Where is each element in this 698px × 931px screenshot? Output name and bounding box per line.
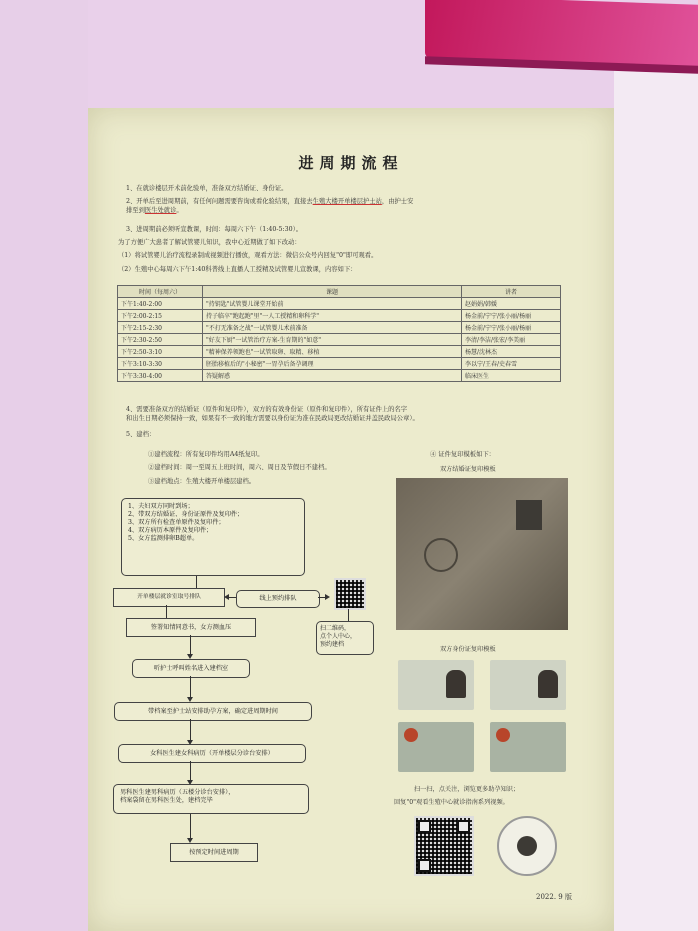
flow-arrow (166, 605, 167, 618)
flow-element (418, 859, 431, 872)
table-header: 讲者 (462, 286, 561, 298)
table-cell: "不打无准备之战"一试管婴儿术前准备 (203, 322, 462, 334)
id-card-back-2 (490, 722, 566, 772)
checklist-item: 2、带双方结婚证、身份证原件及复印件； (128, 511, 244, 518)
lecture-schedule-table (117, 285, 561, 382)
step-3-item-2: （2）生殖中心每周六下午1:40科普线上直播人工授精及试管婴儿宣教课，内容如下： (118, 266, 357, 273)
cert-template-title: 双方结婚证复印模板 (440, 466, 496, 473)
consent-box: 签署知情同意书，女方测血压 (126, 618, 256, 637)
flow-arrow (190, 635, 191, 656)
table-header-row (118, 286, 561, 298)
table-cell: 杨金前/宁宁/张小丽/杨丽 (462, 310, 561, 322)
table-cell: 下午3:30-4:00 (118, 370, 203, 382)
document-paper (88, 108, 614, 931)
id-template-title: 双方身份证复印模板 (440, 646, 496, 653)
id-card-front-1 (398, 660, 474, 710)
mini-program-code (497, 816, 557, 876)
table-cell: 下午2:30-2:50 (118, 334, 203, 346)
table-cell: 答疑解惑 (203, 370, 462, 382)
table-header: 时间（每周六） (118, 286, 203, 298)
table-cell: 临床医生 (462, 370, 561, 382)
table-row (118, 334, 561, 346)
document-title: 进周期流程 (298, 154, 404, 172)
wechat-qr-code (414, 816, 474, 876)
id-card-back-1 (398, 722, 474, 772)
preparation-checklist (121, 498, 305, 576)
emblem-icon (496, 728, 510, 742)
table-cell: 下午2:15-2:30 (118, 322, 203, 334)
step-5: 5、建档： (126, 431, 156, 438)
female-record-box: 女科医生建女科病历（开单楼层分诊台安排） (118, 744, 306, 763)
table-cell: 持子临卒"跑起跑"里"一人工授精和卵科学" (203, 310, 462, 322)
final-step-box: 按预定时间进周期 (170, 843, 258, 862)
table-cell: 赵娟娟/韩媛 (462, 298, 561, 310)
flow-element: 男科医生建男科病历（五楼分诊台安排）， (120, 789, 235, 796)
nurse-station-box: 带档案至护士站安排助孕方案，确定进周期时间 (114, 702, 312, 721)
table-cell: 李清/李洁/张宏/李美丽 (462, 334, 561, 346)
pink-folder (425, 0, 698, 68)
marriage-certificate-image (396, 478, 568, 630)
checklist-item: 3、双方所有检查单原件及复印件； (128, 519, 225, 526)
flow-element: 预约建档 (320, 641, 345, 648)
certificate-seal-icon (424, 538, 458, 572)
flow-arrow (348, 609, 349, 621)
certificate-photo (516, 500, 542, 530)
table-row (118, 346, 561, 358)
flow-arrow (196, 576, 197, 588)
step-3-intro: 为了方便广大患者了解试管婴儿知识，我中心近期做了如下改动： (118, 239, 301, 246)
online-appointment-box: 线上预约排队 (236, 590, 320, 608)
checklist-item: 4、双方病历本原件及复印件； (128, 527, 213, 534)
flow-arrow (318, 597, 326, 598)
step-3-item-1: （1）将试管婴儿治疗流程录制成视频进行播放，观看方法：微信公众号内回复"0"即可观看。 (118, 252, 378, 259)
version-label: 2022. 9 版 (536, 893, 572, 901)
flow-element (418, 820, 431, 833)
id-photo (538, 670, 558, 698)
filing-time: ②建档时间：周一至周五上班时间，周六、周日及节假日不建档。 (148, 464, 331, 471)
table-row (118, 322, 561, 334)
table-row (118, 310, 561, 322)
background-right (614, 60, 698, 931)
table-cell: 李以宁/王春/史春雪 (462, 358, 561, 370)
call-name-box: 听护士呼叫姓名进入建档室 (132, 659, 250, 678)
table-header: 课题 (203, 286, 462, 298)
table-cell: "好友下厨"一试管治疗方案-生育期的"如意" (203, 334, 462, 346)
queue-box: 开单楼层就诊室取号排队 (113, 588, 225, 607)
flow-arrow (190, 814, 191, 840)
table-cell: 杨慧/沈林杰 (462, 346, 561, 358)
flow-element (457, 820, 470, 833)
checklist-item: 5、女方监测排卵B超单。 (128, 535, 199, 542)
table-cell: 下午3:10-3:30 (118, 358, 203, 370)
background-left (0, 0, 88, 931)
qr-caption-line-1: 扫一扫，点关注，浏览更多助孕知识； (414, 786, 520, 793)
flow-element: 扫二维码， (320, 625, 351, 632)
step-4: 4、需要准备双方的结婚证（原件和复印件），双方的有效身份证（原件和复印件），所有证件上的名字 和出生日期必须保持一致，如果有不一致的地方需要以身份证为准在民政局更改结婚证并盖民政局公章）。 (126, 406, 419, 422)
table-cell: 下午2:50-3:10 (118, 346, 203, 358)
qr-instruction-box (316, 621, 374, 655)
emblem-icon (404, 728, 418, 742)
filing-process: ①建档流程：所有复印件均用A4纸复印。 (148, 451, 264, 458)
table-cell: 杨金前/宁宁/张小丽/杨丽 (462, 322, 561, 334)
flow-arrow (190, 719, 191, 742)
flow-element: 点个人中心， (320, 633, 357, 640)
flow-arrow (190, 676, 191, 699)
checklist-item: 1、夫妇双方同时到场； (128, 503, 194, 510)
table-cell: "精神保养领跑也"一试管取卵、取精、移植 (203, 346, 462, 358)
step-1: 1、在就诊楼层开术前化验单，准备双方结婚证、身份证。 (126, 185, 288, 192)
id-card-front-2 (490, 660, 566, 710)
step-2: 2、开单后至进周期前，有任何问题需要咨询或看化验结果，直接去生殖大楼开单楼层护士站，由护士安 排至到医生处就诊。 (126, 198, 414, 214)
table-row (118, 358, 561, 370)
table-cell: 胚胎移植后的"小秘密"一胃孕后备孕调理 (203, 358, 462, 370)
table-row (118, 370, 561, 382)
id-photo (446, 670, 466, 698)
step-3: 3、进周期前必须听宣教课，时间：每周六下午（1:40-5:30）。 (126, 226, 303, 233)
table-cell: 下午1:40-2:00 (118, 298, 203, 310)
flow-arrow (190, 761, 191, 782)
qr-code-small (334, 578, 366, 610)
male-record-box (113, 784, 309, 814)
qr-caption-line-2: 回复"0"观看生殖中心就诊指南系列视频。 (394, 799, 509, 806)
table-cell: 下午2:00-2:15 (118, 310, 203, 322)
flow-arrow (228, 597, 236, 598)
table-row (118, 298, 561, 310)
flow-element: 档案袋留在男科医生处，建档完毕 (120, 797, 213, 804)
template-note: ④ 证件复印模板如下： (430, 451, 495, 458)
table-cell: "持钥匙"试管婴儿课堂开始前 (203, 298, 462, 310)
filing-location: ③建档地点：生殖大楼开单楼层建档。 (148, 478, 256, 485)
